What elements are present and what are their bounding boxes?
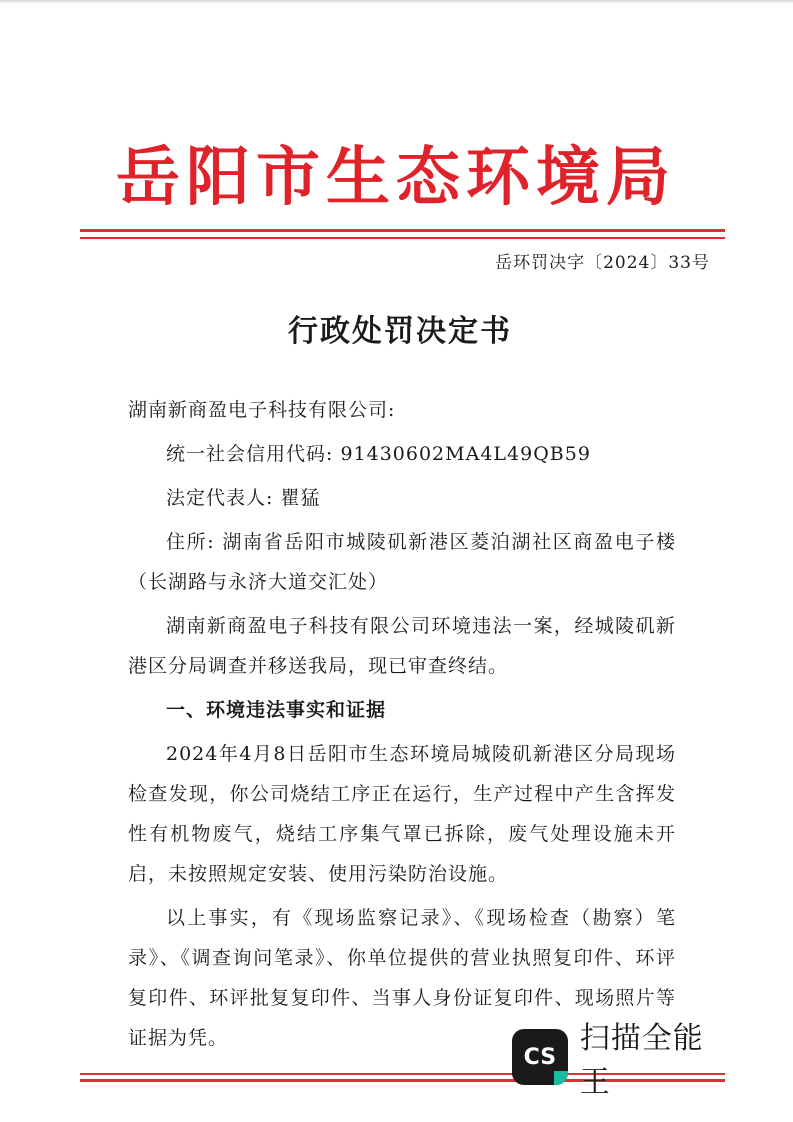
scan-top-edge	[0, 0, 793, 4]
header-rule-thin	[80, 237, 725, 239]
scanner-watermark	[512, 1021, 734, 1100]
party-address: 住所: 湖南省岳阳市城陵矶新港区菱泊湖社区商盈电子楼（长湖路与永济大道交汇处）	[128, 531, 676, 593]
evidence-paragraph: 以上事实，有《现场监察记录》、《现场检查（勘察）笔录》、《调查询问笔录》、你单位提供的营业执照复印件、环评复印件、环评批复复印件、当事人身份证复印件、现场照片等证据为凭。	[128, 907, 676, 1049]
logo-accent	[554, 1071, 568, 1085]
scanner-app-name: 扫描全能王	[579, 1021, 704, 1100]
header-rule-thick	[80, 229, 725, 232]
party-name: 湖南新商盈电子科技有限公司:	[128, 399, 396, 421]
section-heading-facts: 一、环境违法事实和证据	[166, 699, 387, 721]
document-number: 岳环罚决字〔2024〕33号	[495, 253, 710, 273]
logo-text: CS	[523, 1044, 557, 1070]
camscanner-logo-icon	[512, 1029, 568, 1085]
credit-code: 统一社会信用代码: 91430602MA4L49QB59	[166, 443, 591, 465]
intro-paragraph: 湖南新商盈电子科技有限公司环境违法一案，经城陵矶新港区分局调查并移送我局，现已审查终结。	[128, 615, 676, 677]
facts-paragraph: 2024年4月8日岳阳市生态环境局城陵矶新港区分局现场检查发现，你公司烧结工序正在运行，生产过程中产生含挥发性有机物废气，烧结工序集气罩已拆除，废气处理设施未开启，未按照规定安装、使用污染防治设施。	[128, 743, 676, 885]
org-header: 岳阳市生态环境局	[116, 141, 676, 215]
legal-representative: 法定代表人: 瞿猛	[166, 487, 321, 509]
document-title: 行政处罚决定书	[288, 314, 512, 349]
document-body	[128, 390, 676, 1062]
